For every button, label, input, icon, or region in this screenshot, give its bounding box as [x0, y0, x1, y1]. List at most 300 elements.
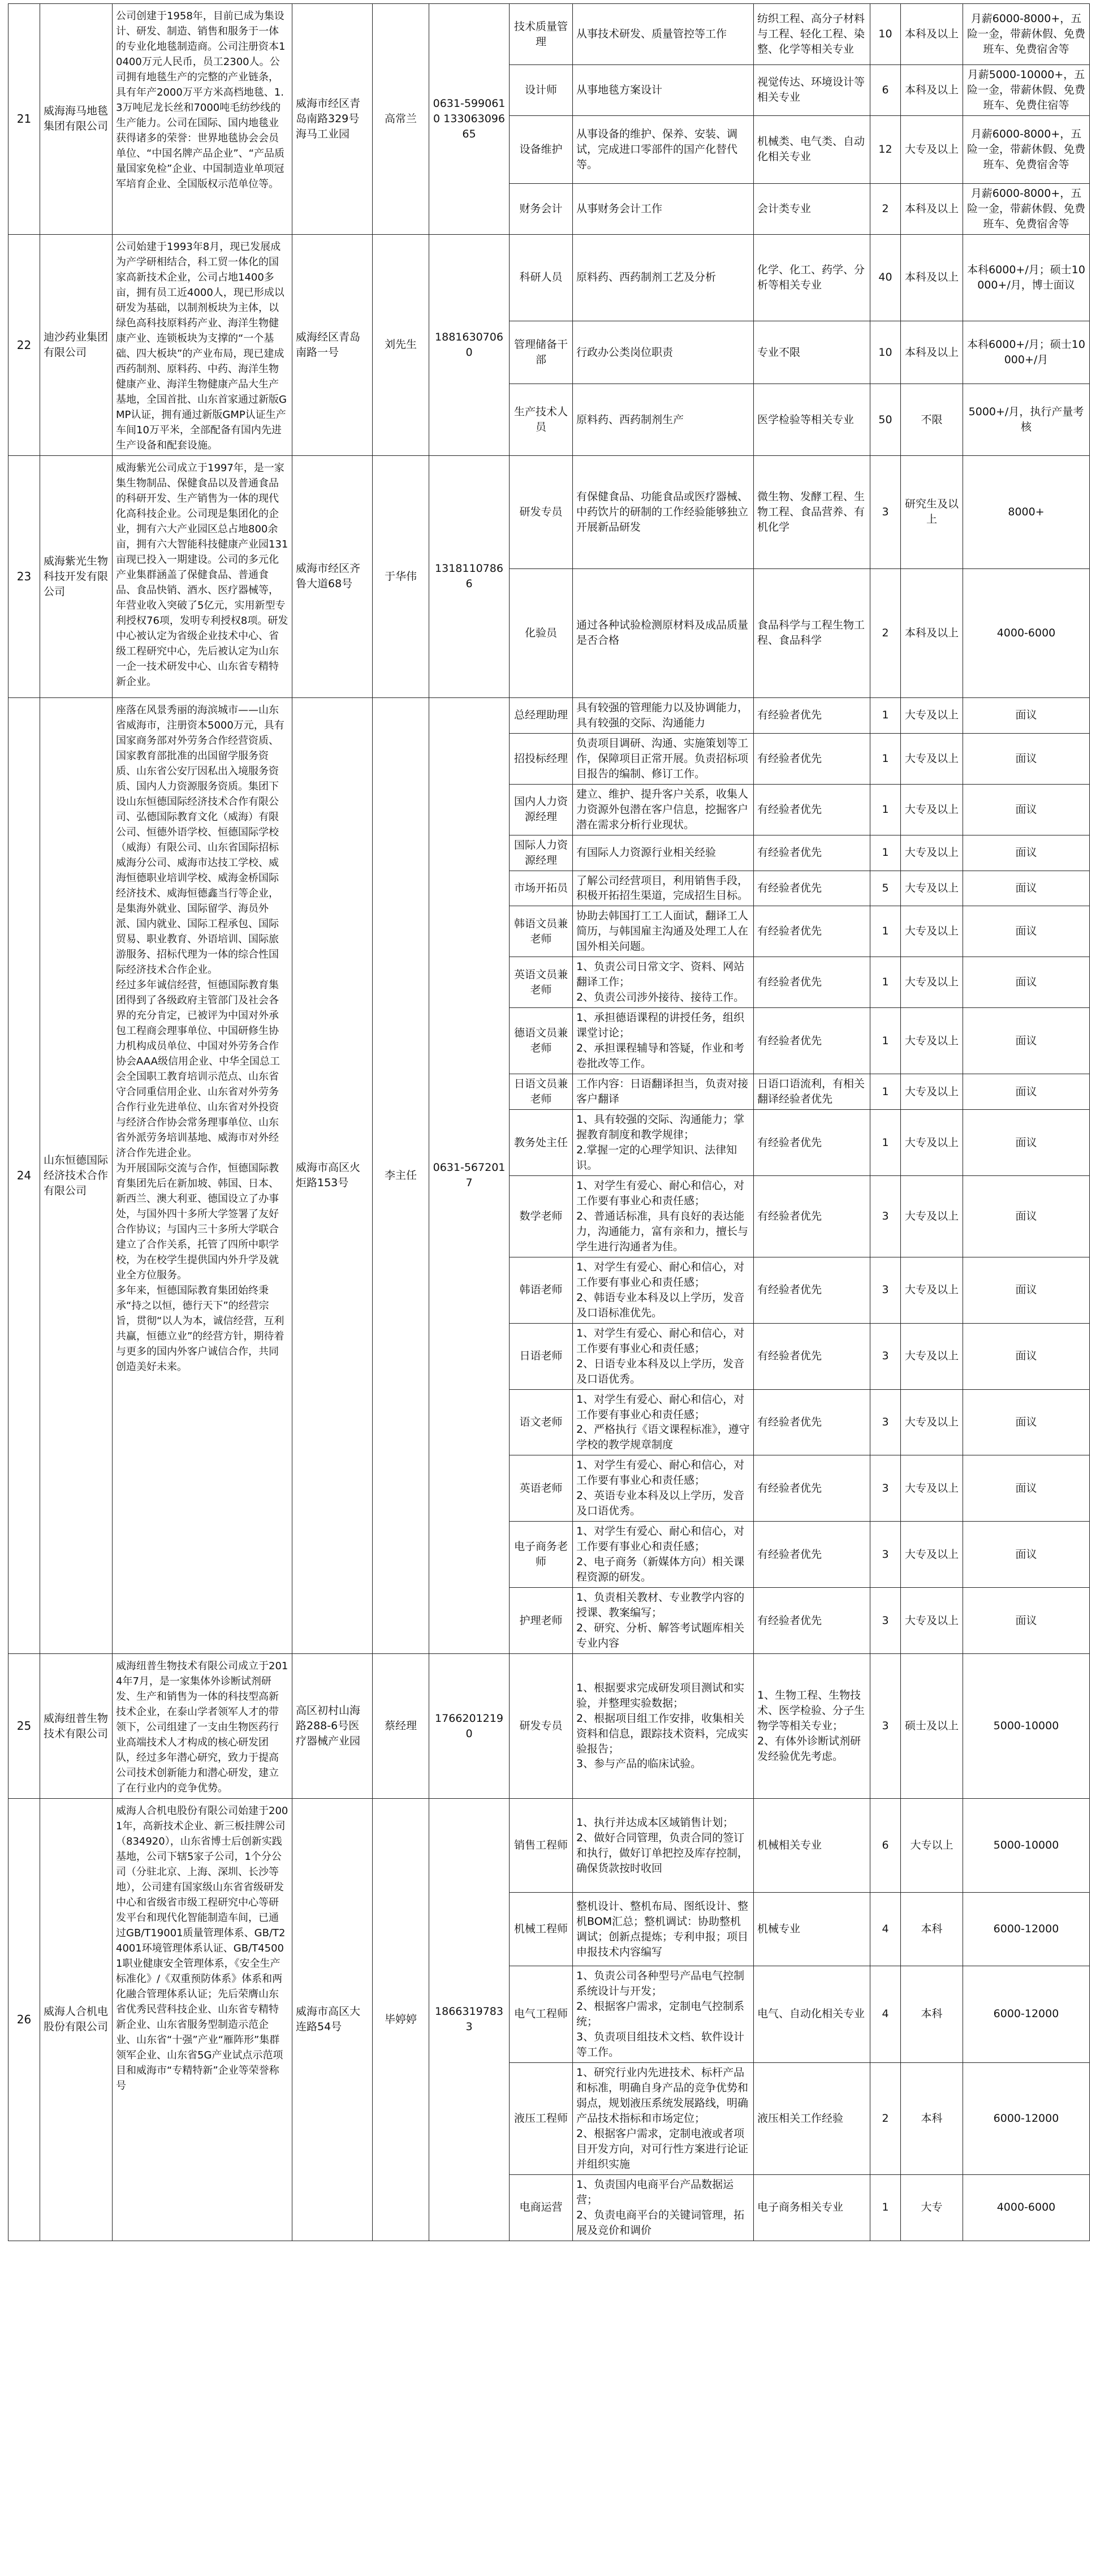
job-position [510, 1588, 573, 1654]
job-position [510, 1074, 573, 1110]
job-count-text: 1 [882, 925, 889, 938]
job-education-text: 大专及以上 [904, 143, 959, 156]
job-salary [963, 1323, 1090, 1389]
job-duty [573, 1654, 754, 1799]
job-count-text: 1 [882, 709, 889, 722]
job-duty [573, 4, 754, 65]
company-name [40, 234, 113, 455]
job-count-text: 2 [882, 202, 889, 215]
job-count-text: 2 [882, 2112, 889, 2125]
job-duty-text: 从事设备的维护、保养、安装、调试，完成进口零部件的国产化替代等。 [576, 127, 738, 171]
job-position [510, 65, 573, 116]
company-intro [113, 455, 292, 697]
job-count-text: 3 [882, 505, 889, 518]
job-major-text: 化学、化工、药学、分析等相关专业 [757, 263, 865, 291]
job-salary [963, 1654, 1090, 1799]
job-major-text: 有经验者优先 [757, 1614, 822, 1627]
job-duty [573, 1323, 754, 1389]
job-duty [573, 784, 754, 835]
job-major [754, 1654, 870, 1799]
job-salary [963, 1175, 1090, 1257]
job-duty-text: 有国际人力资源行业相关经验 [576, 846, 717, 859]
job-major [754, 906, 870, 957]
job-education [901, 733, 963, 784]
contact-person-text: 刘先生 [384, 338, 417, 351]
job-salary [963, 2174, 1090, 2241]
job-count [870, 1008, 901, 1074]
table-row [8, 234, 1090, 321]
company-index-text: 22 [16, 338, 32, 352]
job-major-text: 有经验者优先 [757, 709, 822, 722]
job-position [510, 1799, 573, 1893]
job-count [870, 1257, 901, 1323]
job-count [870, 697, 901, 733]
job-salary [963, 1588, 1090, 1654]
job-education-text: 不限 [921, 413, 943, 426]
job-education-text: 大专及以上 [904, 1034, 959, 1047]
job-education [901, 1893, 963, 1966]
contact-person [373, 1654, 429, 1799]
job-count-text: 40 [878, 271, 892, 284]
job-salary-text: 月薪6000-8000+，五险一金，带薪休假、免费班车、免费宿舍等 [966, 127, 1085, 171]
job-major [754, 1257, 870, 1323]
job-count-text: 1 [882, 803, 889, 816]
job-position [510, 1323, 573, 1389]
job-count-text: 10 [878, 28, 892, 41]
job-position [510, 1008, 573, 1074]
job-duty-text: 1、对学生有爱心、耐心和信心，对工作要有事业心和责任感； 2、普通话标准，具有良好的表达能力，沟通能力，富有亲和力，擅长与学生进行沟通者为佳。 [576, 1179, 749, 1253]
job-duty-text: 1、负责国内电商平台产品数据运营； 2、负责电商平台的关键词管理，拓展及竞价和调价 [576, 2178, 745, 2237]
job-position-text: 市场开拓员 [514, 881, 568, 894]
job-count-text: 50 [878, 413, 892, 426]
job-education-text: 大专以上 [910, 1839, 953, 1852]
job-position-text: 韩语文员兼老师 [514, 917, 568, 945]
job-count [870, 2174, 901, 2241]
job-duty [573, 1966, 754, 2063]
job-position-text: 国际人力资源经理 [514, 838, 568, 867]
contact-person-text: 毕婷婷 [384, 2013, 417, 2026]
job-duty-text: 1、对学生有爱心、耐心和信心，对工作要有事业心和责任感； 2、严格执行《语文课程标准》，遵守学校的教学规章制度 [576, 1393, 750, 1451]
job-duty-text: 工作内容：日语翻译担当，负责对接客户翻译 [576, 1078, 749, 1106]
job-position-text: 招投标经理 [514, 752, 568, 765]
job-duty-text: 1、负责公司日常文字、资料、网站翻译工作； 2、负责公司涉外接待、接待工作。 [576, 960, 745, 1004]
job-duty-text: 通过各种试验检测原材料及成品质量是否合格 [576, 619, 749, 647]
contact-phone-text: 18663197833 [435, 2005, 503, 2034]
job-count [870, 4, 901, 65]
job-salary-text: 面议 [1015, 846, 1037, 859]
job-position [510, 4, 573, 65]
job-education [901, 1799, 963, 1893]
company-intro [113, 234, 292, 455]
job-major-text: 有经验者优先 [757, 925, 822, 938]
job-salary-text: 面议 [1015, 925, 1037, 938]
job-major [754, 115, 870, 183]
job-duty-text: 具有较强的管理能力以及协调能力，具有较强的交际、沟通能力 [576, 701, 749, 729]
company-intro [113, 697, 292, 1653]
company-index [8, 1799, 40, 2241]
job-major-text: 有经验者优先 [757, 1136, 822, 1149]
contact-person-text: 蔡经理 [384, 1720, 417, 1733]
job-duty-text: 原料药、西药制剂生产 [576, 413, 684, 426]
job-duty-text: 建立、维护、提升客户关系，收集人力资源外包潜在客户信息，挖掘客户潜在需求分析行业现状。 [576, 787, 749, 831]
job-count [870, 1522, 901, 1588]
job-education-text: 大专及以上 [904, 1415, 959, 1428]
job-education [901, 1455, 963, 1522]
job-education-text: 大专及以上 [904, 1209, 959, 1222]
job-salary [963, 1522, 1090, 1588]
job-salary-text: 面议 [1015, 1034, 1037, 1047]
job-education [901, 65, 963, 116]
job-salary-text: 8000+ [1008, 505, 1045, 518]
job-education [901, 835, 963, 871]
job-salary-text: 面议 [1015, 709, 1037, 722]
job-duty [573, 1110, 754, 1176]
recruitment-table-sheet [8, 3, 1089, 2241]
job-education-text: 大专及以上 [904, 976, 959, 989]
company-address-text: 威海市高区火炬路153号 [296, 1161, 361, 1190]
job-education [901, 1074, 963, 1110]
company-index-text: 23 [16, 570, 32, 584]
job-salary-text: 本科6000+/月；硕士10000+/月，博士面议 [967, 263, 1085, 291]
job-position [510, 1389, 573, 1455]
company-address [292, 697, 373, 1653]
job-duty [573, 65, 754, 116]
job-education-text: 大专及以上 [904, 1283, 959, 1296]
job-salary-text: 5000+/月，执行产量考核 [968, 406, 1084, 434]
job-position-text: 英语老师 [519, 1481, 563, 1494]
job-count-text: 3 [882, 1415, 889, 1428]
company-index [8, 1654, 40, 1799]
job-salary-text: 面议 [1015, 1614, 1037, 1627]
job-position-text: 韩语老师 [519, 1283, 563, 1296]
job-major [754, 957, 870, 1008]
job-count-text: 3 [882, 1614, 889, 1627]
job-major-text: 有经验者优先 [757, 1415, 822, 1428]
job-count [870, 1110, 901, 1176]
job-major [754, 568, 870, 697]
job-salary [963, 1966, 1090, 2063]
job-salary-text: 6000-12000 [993, 2008, 1059, 2021]
job-major-text: 有经验者优先 [757, 1548, 822, 1561]
contact-person [373, 455, 429, 697]
company-address-text: 威海市高区大连路54号 [296, 2005, 361, 2034]
job-major [754, 1588, 870, 1654]
job-major [754, 1008, 870, 1074]
job-major [754, 1074, 870, 1110]
job-duty [573, 1455, 754, 1522]
job-duty [573, 1522, 754, 1588]
job-position-text: 总经理助理 [514, 709, 568, 722]
table-row [8, 1799, 1090, 1893]
job-major [754, 835, 870, 871]
job-position-text: 德语文员兼老师 [514, 1027, 568, 1055]
job-duty [573, 183, 754, 234]
job-education-text: 大专及以上 [904, 1548, 959, 1561]
job-position [510, 1455, 573, 1522]
table-row [8, 4, 1090, 65]
job-count [870, 733, 901, 784]
job-major [754, 234, 870, 321]
job-salary [963, 568, 1090, 697]
company-name-text: 迪沙药业集团有限公司 [44, 330, 109, 359]
job-education-text: 研究生及以上 [904, 498, 959, 526]
job-major [754, 1893, 870, 1966]
job-duty [573, 957, 754, 1008]
job-duty [573, 234, 754, 321]
job-salary [963, 906, 1090, 957]
job-position-text: 护理老师 [519, 1614, 563, 1627]
table-row [8, 455, 1090, 568]
company-intro-text: 威海纽普生物技术有限公司成立于2014年7月，是一家集体外诊断试剂研发、生产和销售为一体的科技型高新技术企业，在泰山学者领军人才的带领下，公司组建了一支由生物医药行业高端技术人才构成的核心研发团队，经过多年潜心研究，致力于提高公司技术创新能力和潜心研发，建立了在行业内的竞争优势。 [116, 1660, 288, 1795]
job-count [870, 1799, 901, 1893]
company-name-text: 山东恒德国际经济技术合作有限公司 [44, 1153, 109, 1197]
company-index [8, 697, 40, 1653]
job-salary-text: 4000-6000 [996, 2201, 1056, 2214]
job-count-text: 3 [882, 1209, 889, 1222]
job-salary-text: 月薪5000-10000+，五险一金，带薪休假、免费班车、免费住宿等 [966, 68, 1085, 111]
company-name-text: 威海纽普生物技术有限公司 [44, 1712, 109, 1740]
job-salary-text: 月薪6000-8000+，五险一金，带薪休假、免费班车、免费宿舍等 [966, 187, 1085, 230]
job-education [901, 568, 963, 697]
company-intro [113, 4, 292, 235]
job-position [510, 871, 573, 906]
job-duty-text: 从事地毯方案设计 [576, 83, 663, 96]
job-count [870, 1966, 901, 2063]
job-major [754, 1522, 870, 1588]
job-salary-text: 面议 [1015, 803, 1037, 816]
job-education [901, 115, 963, 183]
job-count [870, 1893, 901, 1966]
job-position-text: 技术质量管理 [514, 20, 568, 48]
job-major-text: 机械相关专业 [757, 1839, 822, 1852]
job-salary [963, 321, 1090, 384]
company-address [292, 1799, 373, 2241]
company-address-text: 威海经区青岛南路一号 [296, 330, 361, 359]
job-education-text: 本科及以上 [904, 28, 959, 41]
job-salary [963, 733, 1090, 784]
contact-person-text: 于华伟 [384, 570, 417, 583]
job-count [870, 183, 901, 234]
job-education-text: 大专及以上 [904, 1085, 959, 1098]
job-salary-text: 面议 [1015, 1350, 1037, 1363]
job-salary [963, 115, 1090, 183]
job-count-text: 6 [882, 83, 889, 96]
job-position-text: 英语文员兼老师 [514, 968, 568, 996]
job-education [901, 234, 963, 321]
job-education [901, 1323, 963, 1389]
company-name [40, 455, 113, 697]
job-education-text: 本科及以上 [904, 626, 959, 639]
job-position-text: 科研人员 [519, 271, 563, 284]
job-count-text: 12 [878, 143, 892, 156]
job-count-text: 1 [882, 1085, 889, 1098]
job-duty [573, 115, 754, 183]
company-index [8, 455, 40, 697]
job-major-text: 会计类专业 [757, 202, 812, 215]
company-address [292, 455, 373, 697]
job-major-text: 机械专业 [757, 1923, 801, 1936]
job-major [754, 871, 870, 906]
contact-phone-text: 13181107866 [435, 562, 503, 591]
job-duty-text: 1、执行并达成本区域销售计划； 2、做好合同管理，负责合同的签订和执行，做好订单把控及库存控制，确保货款按时收回 [576, 1816, 749, 1875]
job-major-text: 纺织工程、高分子材料与工程、轻化工程、染整、化学等相关专业 [757, 12, 865, 55]
job-salary [963, 1799, 1090, 1893]
job-major-text: 有经验者优先 [757, 1481, 822, 1494]
job-education [901, 4, 963, 65]
job-major [754, 2174, 870, 2241]
job-education [901, 183, 963, 234]
company-index [8, 234, 40, 455]
job-education-text: 大专及以上 [904, 752, 959, 765]
job-salary [963, 957, 1090, 1008]
job-duty [573, 1389, 754, 1455]
company-name [40, 4, 113, 235]
job-major-text: 电子商务相关专业 [757, 2201, 844, 2214]
job-major [754, 1110, 870, 1176]
company-name [40, 1654, 113, 1799]
company-intro-text: 公司始建于1993年8月，现已发展成为产学研相结合，科工贸一体化的国家高新技术企业，公司占地1400多亩，拥有员工近4000人，现已形成以研发为基础，以制剂板块为主体，以绿色高科技原料药产业、海洋生物健康产业、连锁板块为支撑的“一个基础、四大板块”的产业布局，现已建成西药制剂、原料药、中药、海洋生物健康产业、海洋生物健康产品大生产基地，全国首批、山东首家通过新版GMP认证，拥有通过新版GMP认证生产车间10万平米，全部配备有国内先进生产设备和配套设施。 [116, 240, 287, 451]
job-count [870, 1074, 901, 1110]
contact-person [373, 234, 429, 455]
company-intro-text: 威海人合机电股份有限公司始建于2001年，高新技术企业、新三板挂牌公司（834920），山东省博士后创新实践基地，公司下辖5家子公司，1个分公司（分驻北京、上海、深圳、长沙等地），公司建有国家级山东省省级研发中心和省级省市级工程研究中心等研发平台和现代化智能制造车间，已通过GB/T19001质量管理体系、GB/T24001环境管理体系认证、GB/T45001职业健康安全管理体系，《安全生产标准化》/《双重预防体系》体系和两化融合管理体系认证；先后荣膺山东省优秀民营科技企业、山东省专精特新企业、山东省服务型制造示范企业、山东省“十强”产业“雁阵形”集群领军企业、山东省5G产业试点示范项目和威海市“专精特新”企业等荣誉称号 [116, 1805, 288, 2092]
contact-phone [429, 1654, 510, 1799]
job-duty [573, 697, 754, 733]
job-duty-text: 协助去韩国打工工人面试，翻译工人简历，与韩国雇主沟通及处理工人在国外相关问题。 [576, 910, 749, 953]
job-position-text: 电子商务老师 [514, 1540, 568, 1569]
job-salary [963, 1455, 1090, 1522]
contact-person [373, 1799, 429, 2241]
job-education [901, 455, 963, 568]
contact-person [373, 697, 429, 1653]
job-education [901, 1389, 963, 1455]
job-salary [963, 835, 1090, 871]
job-position-text: 数学老师 [519, 1209, 563, 1222]
job-salary [963, 455, 1090, 568]
job-position [510, 784, 573, 835]
job-position [510, 957, 573, 1008]
job-education-text: 大专及以上 [904, 1614, 959, 1627]
contact-phone [429, 697, 510, 1653]
company-address [292, 1654, 373, 1799]
job-count-text: 6 [882, 1839, 889, 1852]
job-education-text: 本科及以上 [904, 346, 959, 359]
job-duty [573, 2062, 754, 2174]
job-salary-text: 5000-10000 [993, 1720, 1059, 1733]
job-position-text: 教务处主任 [514, 1136, 568, 1149]
job-education-text: 本科 [921, 2112, 943, 2125]
job-position-text: 设备维护 [519, 143, 563, 156]
job-education-text: 大专及以上 [904, 846, 959, 859]
job-position-text: 化验员 [524, 626, 557, 639]
job-salary [963, 234, 1090, 321]
job-major [754, 183, 870, 234]
job-count-text: 1 [882, 976, 889, 989]
job-position [510, 321, 573, 384]
job-major [754, 1455, 870, 1522]
company-intro-text: 座落在风景秀丽的海滨城市——山东省威海市，注册资本5000万元，具有国家商务部对外劳务合作经营资质、国家教育部批准的出国留学服务资质、山东省公安厅因私出入境服务资质、国内人力资源服务资质。集团下设山东恒德国际经济技术合作有限公司、弘德国际教育文化（威海）有限公司、恒德外语学校、恒德国际学校（威海）有限公司、山东省国际招标威海分公司、威海市达技工学校、威海恒德职业培训学校、威海金桥国际经济技术、威海恒德鑫当行等企业，是集海外就业、国际留学、海员外派、国内就业、国际工程承包、国际贸易、职业教育、外语培训、国际旅游服务、招标代理为一体的综合性国际经济技术合作企业。 经过多年诚信经营，恒德国际教育集团得到了各级政府主管部门及社会各界的充分肯定，已被评为中国对外承包工程商会理事单位、中国研修生协力机构成员单位、中国对外劳务合作协会AAA级信用企业、中华全国总工会全国职工教育培训示范点、山东省守合同重信用企业、山东省对外劳务合作行业先进单位、山东省对外投资与经济合作协会常务理事单位、山东省外派劳务培训基地、威海市对外经济合作先进企业。 为开展国际交流与合作，恒德国际教育集团先后在新加坡、韩国、日本、新西兰、澳大利亚、德国设立了办事处，与国外四十多所大学签署了友好合作协议；与国内三十多所大学联合建立了合作关系，托管了四所中职学校，为在校学生提供国内外升学及就业全方位服务。 多年来，恒德国际教育集团始终秉承“持之以恒，德行天下”的经营宗旨，贯彻“以人为本，诚信经营，互利共赢，恒德立业”的经营方针，期待着与更多的国内外客户诚信合作，共同创造美好未来。 [116, 704, 284, 1373]
job-education [901, 1966, 963, 2063]
job-education-text: 大专及以上 [904, 709, 959, 722]
company-address-text: 威海市经区青岛南路329号海马工业园 [296, 97, 361, 140]
job-salary-text: 面议 [1015, 976, 1037, 989]
recruitment-table [8, 3, 1090, 2241]
contact-phone-text: 0631-5990610 13306309665 [433, 97, 506, 140]
job-duty [573, 871, 754, 906]
job-position [510, 1257, 573, 1323]
job-count [870, 1455, 901, 1522]
job-count-text: 3 [882, 1283, 889, 1296]
job-position [510, 1893, 573, 1966]
company-address-text: 威海市经区齐鲁大道68号 [296, 562, 361, 591]
job-duty [573, 733, 754, 784]
job-count [870, 784, 901, 835]
job-education [901, 384, 963, 455]
job-salary [963, 65, 1090, 116]
job-duty [573, 1588, 754, 1654]
job-count [870, 65, 901, 116]
job-salary-text: 本科6000+/月；硕士10000+/月 [967, 338, 1085, 367]
job-duty [573, 2174, 754, 2241]
job-duty [573, 384, 754, 455]
company-intro [113, 1799, 292, 2241]
job-major-text: 医学检验等相关专业 [757, 413, 855, 426]
job-salary-text: 面议 [1015, 1548, 1037, 1561]
job-major-text: 专业不限 [757, 346, 801, 359]
job-duty [573, 906, 754, 957]
job-position [510, 906, 573, 957]
job-position [510, 1175, 573, 1257]
job-duty-text: 从事技术研发、质量管控等工作 [576, 28, 727, 41]
job-salary-text: 4000-6000 [996, 626, 1056, 639]
job-count [870, 871, 901, 906]
job-count-text: 1 [882, 846, 889, 859]
job-major [754, 733, 870, 784]
company-intro-text: 公司创建于1958年，目前已成为集设计、研发、制造、销售和服务于一体的专业化地毯制造商。公司注册资本10400万元人民币，员工2300人。公司拥有地毯生产的完整的产业链条，具有年产2000万平方米高档地毯、1.3万吨尼龙长丝和7000吨毛纺纱线的生产能力。公司在国际、国内地毯业获得诸多的荣誉：世界地毯协会会员单位、“中国名牌产品企业”、“产品质量国家免检”企业、中国制造业单项冠军培育企业、全国版权示范单位等。 [116, 10, 286, 190]
job-major [754, 1389, 870, 1455]
company-name-text: 威海海马地毯集团有限公司 [44, 105, 109, 133]
job-major-text: 微生物、发酵工程、生物工程、食品营养、有机化学 [757, 490, 865, 533]
job-salary-text: 面议 [1015, 881, 1037, 894]
job-salary [963, 871, 1090, 906]
job-position-text: 语文老师 [519, 1415, 563, 1428]
job-position-text: 机械工程师 [514, 1923, 568, 1936]
company-index-text: 25 [16, 1719, 32, 1733]
company-index [8, 4, 40, 235]
job-duty-text: 整机设计、整机布局、图纸设计、整机BOM汇总；整机调试：协助整机调试；创新点提炼；专利申报；项目申报技术内容编写 [576, 1899, 749, 1958]
job-position [510, 1966, 573, 2063]
job-position [510, 568, 573, 697]
job-education [901, 2062, 963, 2174]
job-count-text: 3 [882, 1548, 889, 1561]
job-count [870, 2062, 901, 2174]
job-education [901, 1257, 963, 1323]
job-count-text: 3 [882, 1720, 889, 1733]
job-salary-text: 6000-12000 [993, 2112, 1059, 2125]
job-position-text: 研发专员 [519, 1720, 563, 1733]
job-duty-text: 1、对学生有爱心、耐心和信心，对工作要有事业心和责任感； 2、电子商务（新媒体方向）相关课程资源的研发。 [576, 1525, 745, 1584]
job-education [901, 1008, 963, 1074]
job-position [510, 2062, 573, 2174]
job-education [901, 1588, 963, 1654]
job-position [510, 234, 573, 321]
job-major-text: 有经验者优先 [757, 752, 822, 765]
company-address [292, 4, 373, 235]
job-position [510, 183, 573, 234]
job-education-text: 本科 [921, 1923, 943, 1936]
job-count-text: 1 [882, 752, 889, 765]
job-education-text: 本科及以上 [904, 271, 959, 284]
job-position-text: 设计师 [524, 83, 557, 96]
